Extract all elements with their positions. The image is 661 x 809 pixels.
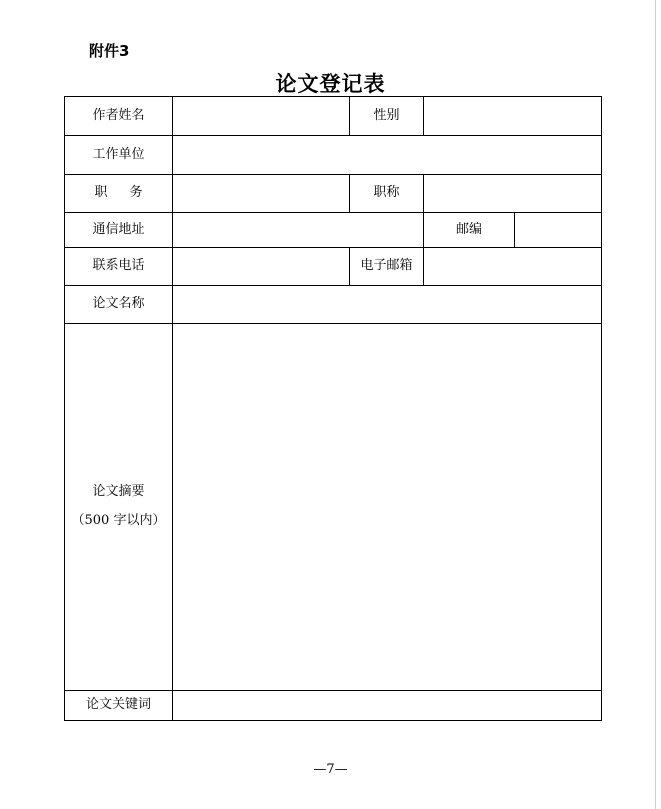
- title-rank-field[interactable]: [424, 175, 602, 213]
- paper-name-label: 论文名称: [65, 286, 173, 324]
- table-row: [65, 213, 602, 248]
- abstract-label-text: 论文摘要: [92, 484, 145, 500]
- work-unit-label: 工作单位: [65, 136, 173, 175]
- gender-field[interactable]: [424, 97, 602, 136]
- abstract-word-limit: （500 字以内）: [71, 513, 166, 528]
- table-row: [65, 248, 602, 286]
- email-label: 电子邮箱: [350, 248, 424, 286]
- table-row: [65, 136, 602, 175]
- author-name-field[interactable]: [173, 97, 350, 136]
- postcode-label: 邮编: [424, 213, 515, 248]
- attachment-label: 附件3: [89, 42, 130, 60]
- table-row: [65, 691, 602, 721]
- email-field[interactable]: [424, 248, 602, 286]
- address-label: 通信地址: [65, 213, 173, 248]
- paper-name-field[interactable]: [173, 286, 602, 324]
- title-rank-label: 职称: [350, 175, 424, 213]
- phone-label: 联系电话: [65, 248, 173, 286]
- position-label-text: 职务: [94, 185, 165, 201]
- table-row: [65, 286, 602, 324]
- abstract-label: [65, 324, 173, 691]
- page-edge: [655, 0, 656, 809]
- table-row: [65, 97, 602, 136]
- position-label: [65, 175, 173, 213]
- work-unit-field[interactable]: [173, 136, 602, 175]
- keywords-field[interactable]: [173, 691, 602, 721]
- gender-label: 性别: [350, 97, 424, 136]
- address-field[interactable]: [173, 213, 424, 248]
- phone-field[interactable]: [173, 248, 350, 286]
- table-row: [65, 324, 602, 691]
- page-number: —7—: [313, 762, 348, 777]
- registration-form-table: [64, 96, 602, 721]
- author-name-label: 作者姓名: [65, 97, 173, 136]
- postcode-field[interactable]: [515, 213, 602, 248]
- page-title: 论文登记表: [275, 71, 386, 96]
- keywords-label: 论文关键词: [65, 691, 173, 721]
- table-row: [65, 175, 602, 213]
- abstract-field[interactable]: [173, 324, 602, 691]
- position-field[interactable]: [173, 175, 350, 213]
